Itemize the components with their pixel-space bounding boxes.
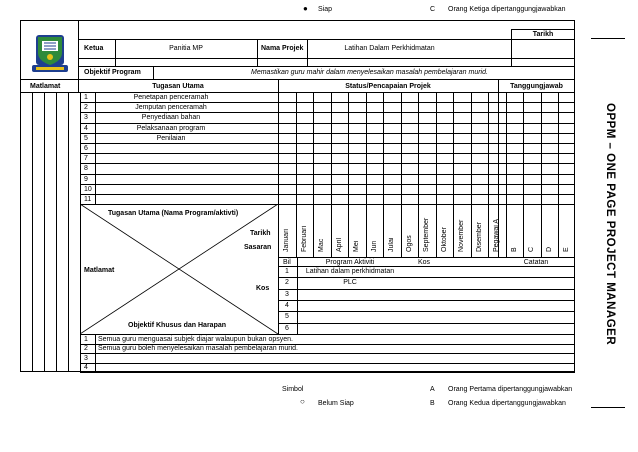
cross-sasaran: Sasaran <box>244 244 272 251</box>
legend-a-label: Orang Pertama dipertanggungjawabkan <box>448 386 573 393</box>
legend-ready-symbol: ● <box>303 4 308 13</box>
objektif-label: Objektif Program <box>84 69 141 76</box>
task-no: 9 <box>84 175 88 183</box>
school-logo <box>28 33 72 77</box>
task-no: 3 <box>84 114 88 122</box>
task-no: 2 <box>84 104 88 112</box>
objektif-value: Memastikan guru mahir dalam menyelesaikan masalah pembelajaran murid. <box>251 69 488 76</box>
legend-ready-label: Siap <box>318 6 333 13</box>
activity-no: 5 <box>285 313 289 321</box>
month-label: Oktober <box>440 227 448 252</box>
month-label: Julai <box>388 237 395 252</box>
ketua-value: Panitia MP <box>169 45 203 52</box>
task-text: Pelaksanaan program <box>136 124 206 132</box>
task-no: 10 <box>84 185 92 193</box>
month-label: Mei <box>353 240 360 252</box>
month-label: Februari <box>300 225 308 252</box>
task-text: Penetapan penceramah <box>133 94 209 101</box>
month-label: Ogos <box>405 235 413 252</box>
col-status: Status/Pencapaian Projek <box>345 83 431 90</box>
nama-projek-label: Nama Projek <box>261 45 304 52</box>
month-label: Jun <box>370 240 378 252</box>
task-no: 4 <box>84 124 88 132</box>
activity-text: PLC <box>343 279 357 287</box>
act-bil: Bil <box>283 259 291 266</box>
act-catatan: Catatan <box>523 259 549 266</box>
task-text: Jemputan penceramah <box>135 104 207 112</box>
task-text: Penilaian <box>156 134 186 142</box>
cross-top: Tugasan Utama (Nama Program/aktivti) <box>108 210 239 217</box>
task-no: 8 <box>84 165 88 173</box>
activity-no: 1 <box>285 268 289 275</box>
activity-no: 4 <box>285 301 289 309</box>
legend-b-code: B <box>430 400 435 407</box>
month-label: Januari <box>283 229 290 252</box>
month-label: September <box>423 217 430 252</box>
activity-no: 3 <box>285 290 289 298</box>
nama-projek-value: Latihan Dalam Perkhidmatan <box>344 45 435 52</box>
objective-text: Semua guru boleh menyelesaikan masalah pembelajaran murid. <box>98 345 299 352</box>
side-title: OPPM – ONE PAGE PROJECT MANAGER <box>604 102 616 346</box>
task-no: 6 <box>84 145 88 152</box>
cross-matlamat: Matlamat <box>84 267 115 274</box>
objective-text: Semua guru menguasai subjek diajar walaupun bukan opsyen. <box>98 335 293 343</box>
month-label: November <box>458 219 465 252</box>
person-label: E <box>563 247 570 252</box>
month-label: Mac <box>318 238 325 252</box>
activity-no: 2 <box>285 279 289 287</box>
cross-bottom: Objektif Khusus dan Harapan <box>128 322 227 329</box>
objective-no: 3 <box>84 354 88 362</box>
activity-text: Latihan dalam perkhidmatan <box>305 268 395 275</box>
cross-kos: Kos <box>256 285 270 292</box>
month-label: April <box>335 237 343 252</box>
act-program: Program Aktiviti <box>325 259 375 266</box>
person-label: B <box>510 247 518 252</box>
legend-b-label: Orang Kedua dipertanggungjawabkan <box>448 400 566 407</box>
legend-notready-label: Belum Siap <box>318 400 354 407</box>
ketua-label: Ketua <box>84 45 104 52</box>
task-no: 5 <box>84 134 88 142</box>
objective-no: 2 <box>84 345 88 352</box>
legend-third-code: C <box>430 6 436 13</box>
cross-tarikh: Tarikh <box>250 230 271 237</box>
task-no: 11 <box>84 196 92 203</box>
col-matlamat: Matlamat <box>30 83 61 90</box>
person-label: C <box>528 246 535 252</box>
legend-third-label: Orang Ketiga dipertanggungjawabkan <box>448 6 566 13</box>
person-label: Pegawai A <box>493 218 500 252</box>
legend-a-code: A <box>430 386 435 393</box>
task-text: Penyediaan bahan <box>141 114 201 122</box>
month-label: Disember <box>475 222 483 252</box>
legend-simbol-label: Simbol <box>282 386 304 393</box>
col-tanggungjawab: Tanggungjawab <box>510 83 563 90</box>
person-label: D <box>545 246 553 252</box>
objective-no: 1 <box>84 335 88 343</box>
task-no: 7 <box>84 155 88 163</box>
task-no: 1 <box>84 94 88 101</box>
col-tugasan: Tugasan Utama <box>152 83 204 90</box>
act-kos: Kos <box>417 259 431 266</box>
objective-no: 4 <box>84 364 88 371</box>
activity-no: 6 <box>285 324 289 332</box>
tarikh-label: Tarikh <box>532 31 554 38</box>
legend-notready-symbol: ○ <box>300 397 305 406</box>
